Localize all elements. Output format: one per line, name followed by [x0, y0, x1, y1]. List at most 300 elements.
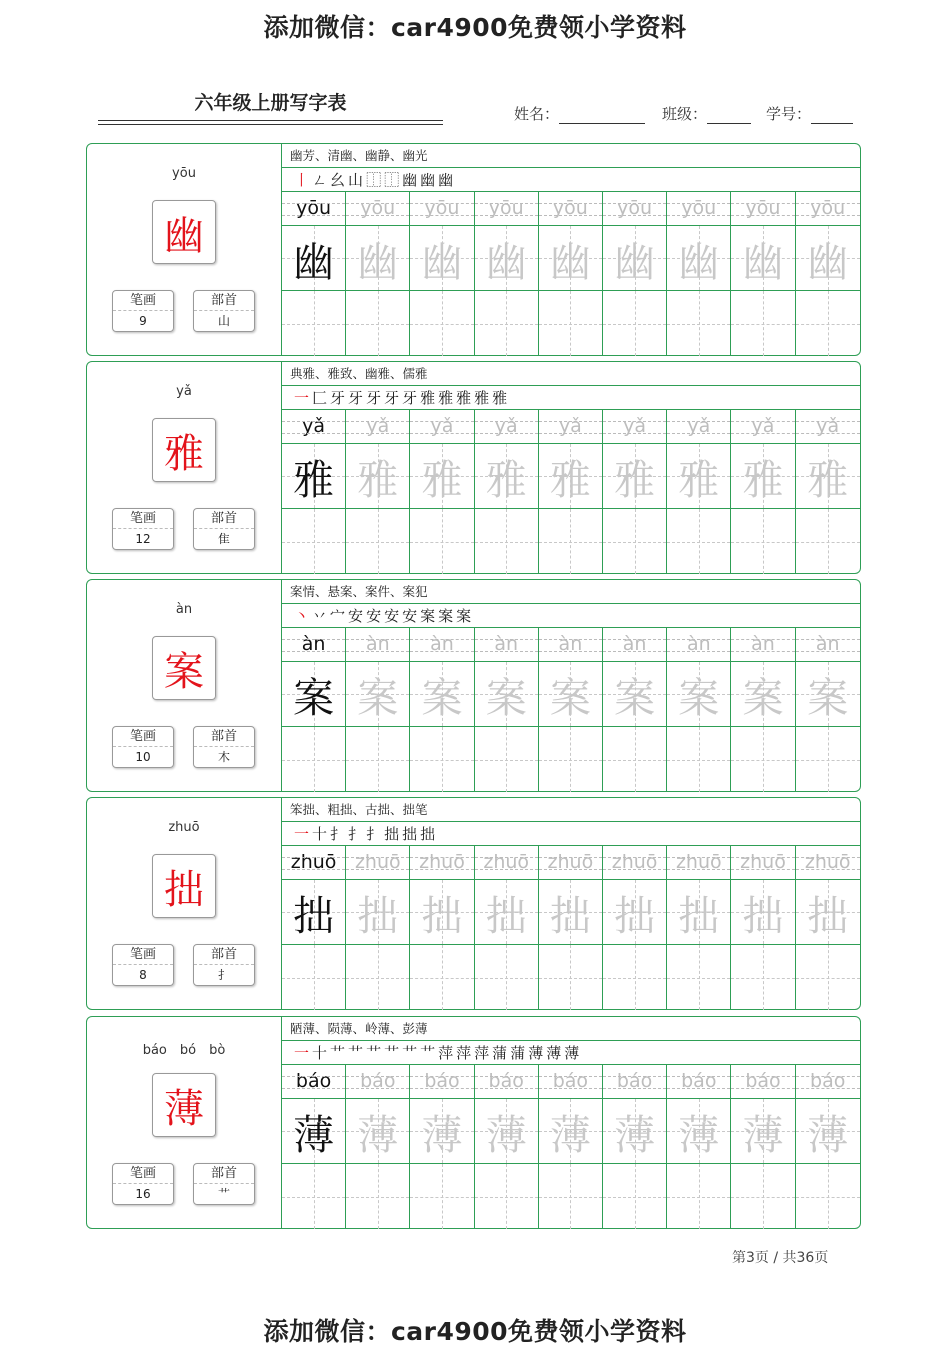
stroke-order [282, 1041, 860, 1065]
pinyin-cell: yōu [346, 192, 409, 226]
empty-writing-cell [731, 727, 794, 792]
trace-char: 薄 [742, 1110, 784, 1159]
empty-writing-cell [603, 1164, 666, 1229]
char-card [86, 797, 861, 1010]
radical-value: 山 [217, 314, 230, 328]
empty-writing-cell [731, 291, 794, 356]
pinyin-cell: yǎ [667, 410, 730, 444]
practice-column [667, 846, 731, 1010]
stroke-step: 牙 [402, 389, 421, 407]
stroke-step: 萍 [474, 1044, 493, 1062]
trace-char: 拙 [357, 891, 399, 940]
practice-column [282, 846, 346, 1010]
stroke-step: 安 [384, 607, 403, 625]
stroke-step: 拙 [420, 825, 439, 843]
trace-char-cell [346, 1099, 409, 1164]
empty-writing-cell [539, 509, 602, 574]
id-blank [811, 107, 853, 124]
pinyin-cell: àn [667, 628, 730, 662]
char-card [86, 143, 861, 356]
pinyin-cell: yǎ [539, 410, 602, 444]
stroke-step: 雅 [474, 389, 493, 407]
example-words: 幽芳、清幽、幽静、幽光 [282, 144, 860, 168]
trace-char: 幽 [678, 237, 720, 286]
stroke-count-label: 笔画 [113, 291, 173, 311]
practice-column [539, 846, 603, 1010]
pinyin-cell: zhuō [603, 846, 666, 880]
trace-char-cell [731, 226, 794, 291]
practice-panel [282, 580, 860, 791]
example-words: 笨拙、粗拙、古拙、拙笔 [282, 798, 860, 822]
stroke-step: 扌 [366, 825, 385, 843]
practice-column [603, 410, 667, 574]
stroke-step: 匚 [312, 389, 331, 407]
char-card [86, 579, 861, 792]
id-field [766, 103, 853, 124]
practice-column [603, 1065, 667, 1229]
trace-char: 拙 [614, 891, 656, 940]
practice-column [603, 192, 667, 356]
pinyin-cell: zhuō [667, 846, 730, 880]
pinyin-cell: zhuō [282, 846, 345, 880]
char-display: 雅 [152, 418, 216, 482]
trace-char-cell [731, 880, 794, 945]
trace-char: 薄 [549, 1110, 591, 1159]
empty-writing-cell [539, 945, 602, 1010]
trace-char: 薄 [807, 1110, 849, 1159]
trace-char-cell [603, 662, 666, 727]
trace-char: 拙 [421, 891, 463, 940]
practice-column [539, 410, 603, 574]
trace-char-cell [475, 226, 538, 291]
trace-char-cell [731, 1099, 794, 1164]
practice-column [282, 1065, 346, 1229]
practice-column [731, 192, 795, 356]
stroke-step: 幽 [438, 171, 457, 189]
trace-char: 雅 [357, 455, 399, 504]
trace-char-cell [539, 662, 602, 727]
empty-writing-cell [475, 727, 538, 792]
char-pinyin: yōu [172, 166, 196, 181]
char-card [86, 361, 861, 574]
trace-char: 幽 [549, 237, 591, 286]
trace-char-cell [603, 444, 666, 509]
stroke-step: 拙 [402, 825, 421, 843]
empty-writing-cell [475, 945, 538, 1010]
pinyin-cell: báo [667, 1065, 730, 1099]
empty-writing-cell [346, 1164, 409, 1229]
stroke-step: 安 [348, 607, 367, 625]
empty-writing-cell [603, 945, 666, 1010]
practice-grid [282, 410, 860, 574]
trace-char: 雅 [742, 455, 784, 504]
practice-column [603, 846, 667, 1010]
stroke-step: 案 [438, 607, 457, 625]
trace-char-cell [796, 662, 860, 727]
name-blank [559, 107, 645, 124]
practice-column [410, 410, 474, 574]
empty-writing-cell [475, 1164, 538, 1229]
practice-column [475, 846, 539, 1010]
stroke-count-value: 10 [135, 750, 151, 764]
char-card [86, 1016, 861, 1229]
trace-char: 雅 [614, 455, 656, 504]
trace-char: 案 [807, 673, 849, 722]
empty-writing-cell [796, 945, 860, 1010]
trace-char-cell [282, 444, 345, 509]
sheet-title-block [98, 90, 443, 125]
stroke-step: 山 [348, 171, 367, 189]
trace-char-cell [346, 880, 409, 945]
empty-writing-cell [282, 291, 345, 356]
empty-writing-cell [603, 291, 666, 356]
trace-char-cell [346, 662, 409, 727]
empty-writing-cell [603, 509, 666, 574]
trace-char-cell [282, 1099, 345, 1164]
stroke-order [282, 168, 860, 192]
stroke-step: 案 [420, 607, 439, 625]
practice-column [603, 628, 667, 792]
practice-column [796, 628, 860, 792]
stroke-step: 扌 [348, 825, 367, 843]
stroke-step: 萍 [456, 1044, 475, 1062]
stroke-step: 艹 [420, 1044, 439, 1062]
stroke-count-value: 8 [139, 968, 147, 982]
pinyin-cell: yōu [796, 192, 860, 226]
char-pinyin: yǎ [176, 384, 192, 399]
trace-char: 幽 [293, 237, 335, 286]
trace-char: 幽 [421, 237, 463, 286]
example-words: 陋薄、陨薄、岭薄、彭薄 [282, 1017, 860, 1041]
practice-grid [282, 1065, 860, 1229]
trace-char-cell [282, 662, 345, 727]
empty-writing-cell [667, 1164, 730, 1229]
practice-column [410, 1065, 474, 1229]
stroke-step: 牙 [366, 389, 385, 407]
pinyin-cell: yǎ [603, 410, 666, 444]
trace-char: 案 [678, 673, 720, 722]
stroke-order [282, 822, 860, 846]
practice-column [410, 192, 474, 356]
pinyin-cell: báo [282, 1065, 345, 1099]
radical-value: 木 [217, 750, 230, 764]
stroke-step: 幽 [402, 171, 421, 189]
trace-char: 拙 [807, 891, 849, 940]
pinyin-cell: àn [346, 628, 409, 662]
pinyin-cell: yōu [731, 192, 794, 226]
practice-column [731, 628, 795, 792]
trace-char-cell [410, 1099, 473, 1164]
trace-char: 幽 [614, 237, 656, 286]
practice-column [410, 846, 474, 1010]
trace-char: 雅 [807, 455, 849, 504]
trace-char-cell [667, 662, 730, 727]
trace-char: 薄 [357, 1110, 399, 1159]
stroke-count-label: 笔画 [113, 1164, 173, 1184]
char-display: 薄 [152, 1073, 216, 1137]
practice-column [731, 1065, 795, 1229]
practice-column [475, 628, 539, 792]
stroke-count-box [112, 944, 174, 986]
trace-char-cell [796, 226, 860, 291]
stroke-step: 雅 [420, 389, 439, 407]
stroke-step: 一 [294, 389, 313, 407]
pinyin-cell: báo [796, 1065, 860, 1099]
pinyin-cell: yǎ [410, 410, 473, 444]
empty-writing-cell [410, 509, 473, 574]
trace-char: 薄 [421, 1110, 463, 1159]
practice-column [796, 192, 860, 356]
radical-label: 部首 [194, 1164, 254, 1184]
practice-column [282, 192, 346, 356]
trace-char: 薄 [678, 1110, 720, 1159]
pinyin-cell: yōu [539, 192, 602, 226]
stroke-step: 薄 [564, 1044, 583, 1062]
practice-column [282, 410, 346, 574]
trace-char: 案 [549, 673, 591, 722]
stroke-step: 雅 [492, 389, 511, 407]
pinyin-cell: báo [475, 1065, 538, 1099]
pinyin-cell: yǎ [475, 410, 538, 444]
pinyin-cell: yǎ [346, 410, 409, 444]
practice-column [346, 846, 410, 1010]
practice-column [346, 628, 410, 792]
title-underline [98, 120, 443, 125]
empty-writing-cell [346, 509, 409, 574]
stroke-step: 蒲 [492, 1044, 511, 1062]
watermark-banner-top: 添加微信：car4900免费领小学资料 [263, 13, 687, 42]
stroke-step: 安 [366, 607, 385, 625]
stroke-step: 薄 [546, 1044, 565, 1062]
empty-writing-cell [282, 1164, 345, 1229]
practice-column [796, 410, 860, 574]
stroke-step: 十 [312, 1044, 331, 1062]
page-indicator: 第3页 / 共36页 [732, 1250, 829, 1266]
char-display: 案 [152, 636, 216, 700]
char-info-panel [87, 362, 282, 573]
empty-writing-cell [796, 509, 860, 574]
empty-writing-cell [346, 291, 409, 356]
practice-column [346, 410, 410, 574]
stroke-step: 艹 [384, 1044, 403, 1062]
pinyin-cell: zhuō [410, 846, 473, 880]
stroke-step: 艹 [348, 1044, 367, 1062]
stroke-step: 丨 [294, 171, 313, 189]
class-label: 班级： [662, 105, 708, 123]
radical-box [193, 508, 255, 550]
practice-column [667, 1065, 731, 1229]
empty-writing-cell [475, 291, 538, 356]
practice-column [475, 410, 539, 574]
radical-box [193, 1163, 255, 1205]
pinyin-cell: zhuō [475, 846, 538, 880]
stroke-order [282, 386, 860, 410]
radical-value: 扌 [217, 968, 230, 982]
practice-panel [282, 1017, 860, 1228]
stroke-step: 丷 [312, 607, 331, 625]
radical-box [193, 944, 255, 986]
empty-writing-cell [410, 945, 473, 1010]
stroke-step: ⿰ [384, 171, 403, 189]
pinyin-cell: yōu [603, 192, 666, 226]
stroke-step: 牙 [348, 389, 367, 407]
trace-char-cell [539, 1099, 602, 1164]
pinyin-cell: àn [410, 628, 473, 662]
pinyin-cell: yōu [475, 192, 538, 226]
empty-writing-cell [731, 509, 794, 574]
stroke-count-value: 9 [139, 314, 147, 328]
trace-char-cell [539, 444, 602, 509]
trace-char-cell [796, 880, 860, 945]
empty-writing-cell [796, 291, 860, 356]
stroke-step: 萍 [438, 1044, 457, 1062]
trace-char: 拙 [678, 891, 720, 940]
trace-char-cell [475, 1099, 538, 1164]
stroke-step: ⿰ [366, 171, 385, 189]
char-pinyin: àn [175, 602, 193, 617]
char-display: 幽 [152, 200, 216, 264]
stroke-step: 雅 [456, 389, 475, 407]
stroke-step: 牙 [384, 389, 403, 407]
trace-char-cell [410, 662, 473, 727]
trace-char: 雅 [421, 455, 463, 504]
empty-writing-cell [282, 945, 345, 1010]
stroke-count-label: 笔画 [113, 509, 173, 529]
stroke-count-box [112, 290, 174, 332]
practice-column [539, 1065, 603, 1229]
empty-writing-cell [667, 945, 730, 1010]
trace-char: 幽 [742, 237, 784, 286]
trace-char-cell [282, 226, 345, 291]
trace-char: 薄 [293, 1110, 335, 1159]
trace-char-cell [475, 662, 538, 727]
practice-column [796, 846, 860, 1010]
pinyin-cell: báo [346, 1065, 409, 1099]
pinyin-cell: àn [539, 628, 602, 662]
trace-char-cell [731, 662, 794, 727]
practice-grid [282, 628, 860, 792]
pinyin-cell: àn [731, 628, 794, 662]
practice-column [539, 628, 603, 792]
trace-char: 雅 [549, 455, 591, 504]
pinyin-cell: yōu [410, 192, 473, 226]
stroke-order [282, 604, 860, 628]
trace-char-cell [410, 226, 473, 291]
pinyin-cell: báo [731, 1065, 794, 1099]
pinyin-cell: báo [603, 1065, 666, 1099]
radical-label: 部首 [194, 945, 254, 965]
practice-grid [282, 846, 860, 1010]
class-field [662, 103, 751, 124]
trace-char-cell [539, 226, 602, 291]
class-blank [707, 107, 751, 124]
practice-column [667, 410, 731, 574]
trace-char: 雅 [293, 455, 335, 504]
pinyin-cell: àn [282, 628, 345, 662]
stroke-count-box [112, 508, 174, 550]
char-info-panel [87, 798, 282, 1009]
trace-char: 幽 [485, 237, 527, 286]
trace-char-cell [475, 444, 538, 509]
stroke-step: 蒲 [510, 1044, 529, 1062]
trace-char-cell [410, 444, 473, 509]
name-field [514, 103, 645, 124]
practice-column [539, 192, 603, 356]
practice-column [282, 628, 346, 792]
practice-column [731, 410, 795, 574]
stroke-step: 艹 [366, 1044, 385, 1062]
trace-char-cell [796, 1099, 860, 1164]
practice-column [346, 192, 410, 356]
radical-label: 部首 [194, 291, 254, 311]
empty-writing-cell [603, 727, 666, 792]
practice-column [667, 192, 731, 356]
practice-column [667, 628, 731, 792]
pinyin-cell: zhuō [731, 846, 794, 880]
pinyin-cell: zhuō [346, 846, 409, 880]
trace-char-cell [667, 226, 730, 291]
empty-writing-cell [346, 945, 409, 1010]
sheet-title: 六年级上册写字表 [194, 92, 347, 114]
empty-writing-cell [410, 1164, 473, 1229]
stroke-step: 丶 [294, 607, 313, 625]
practice-grid [282, 192, 860, 356]
stroke-count-label: 笔画 [113, 727, 173, 747]
stroke-count-label: 笔画 [113, 945, 173, 965]
watermark-banner-bottom: 添加微信：car4900免费领小学资料 [263, 1317, 687, 1346]
trace-char-cell [603, 226, 666, 291]
radical-value: 艹 [217, 1187, 230, 1201]
empty-writing-cell [796, 727, 860, 792]
pinyin-cell: báo [539, 1065, 602, 1099]
trace-char-cell [603, 1099, 666, 1164]
pinyin-cell: zhuō [796, 846, 860, 880]
trace-char: 案 [357, 673, 399, 722]
trace-char: 案 [293, 673, 335, 722]
radical-box [193, 726, 255, 768]
trace-char-cell [410, 880, 473, 945]
stroke-count-value: 16 [135, 1187, 151, 1201]
practice-column [475, 192, 539, 356]
stroke-step: 幽 [420, 171, 439, 189]
char-display: 拙 [152, 854, 216, 918]
char-info-panel [87, 1017, 282, 1228]
stroke-step: ㄥ [312, 171, 331, 189]
trace-char: 雅 [678, 455, 720, 504]
id-label: 学号： [766, 105, 812, 123]
char-pinyin: báo bó bò [142, 1043, 226, 1058]
trace-char-cell [667, 1099, 730, 1164]
stroke-step: 十 [312, 825, 331, 843]
empty-writing-cell [667, 727, 730, 792]
empty-writing-cell [796, 1164, 860, 1229]
radical-box [193, 290, 255, 332]
practice-column [475, 1065, 539, 1229]
practice-column [731, 846, 795, 1010]
empty-writing-cell [731, 1164, 794, 1229]
stroke-step: 牙 [330, 389, 349, 407]
stroke-step: 雅 [438, 389, 457, 407]
stroke-step: 薄 [528, 1044, 547, 1062]
empty-writing-cell [282, 509, 345, 574]
trace-char-cell [346, 226, 409, 291]
empty-writing-cell [539, 1164, 602, 1229]
trace-char-cell [475, 880, 538, 945]
empty-writing-cell [410, 291, 473, 356]
pinyin-cell: àn [603, 628, 666, 662]
trace-char: 薄 [485, 1110, 527, 1159]
trace-char: 案 [614, 673, 656, 722]
